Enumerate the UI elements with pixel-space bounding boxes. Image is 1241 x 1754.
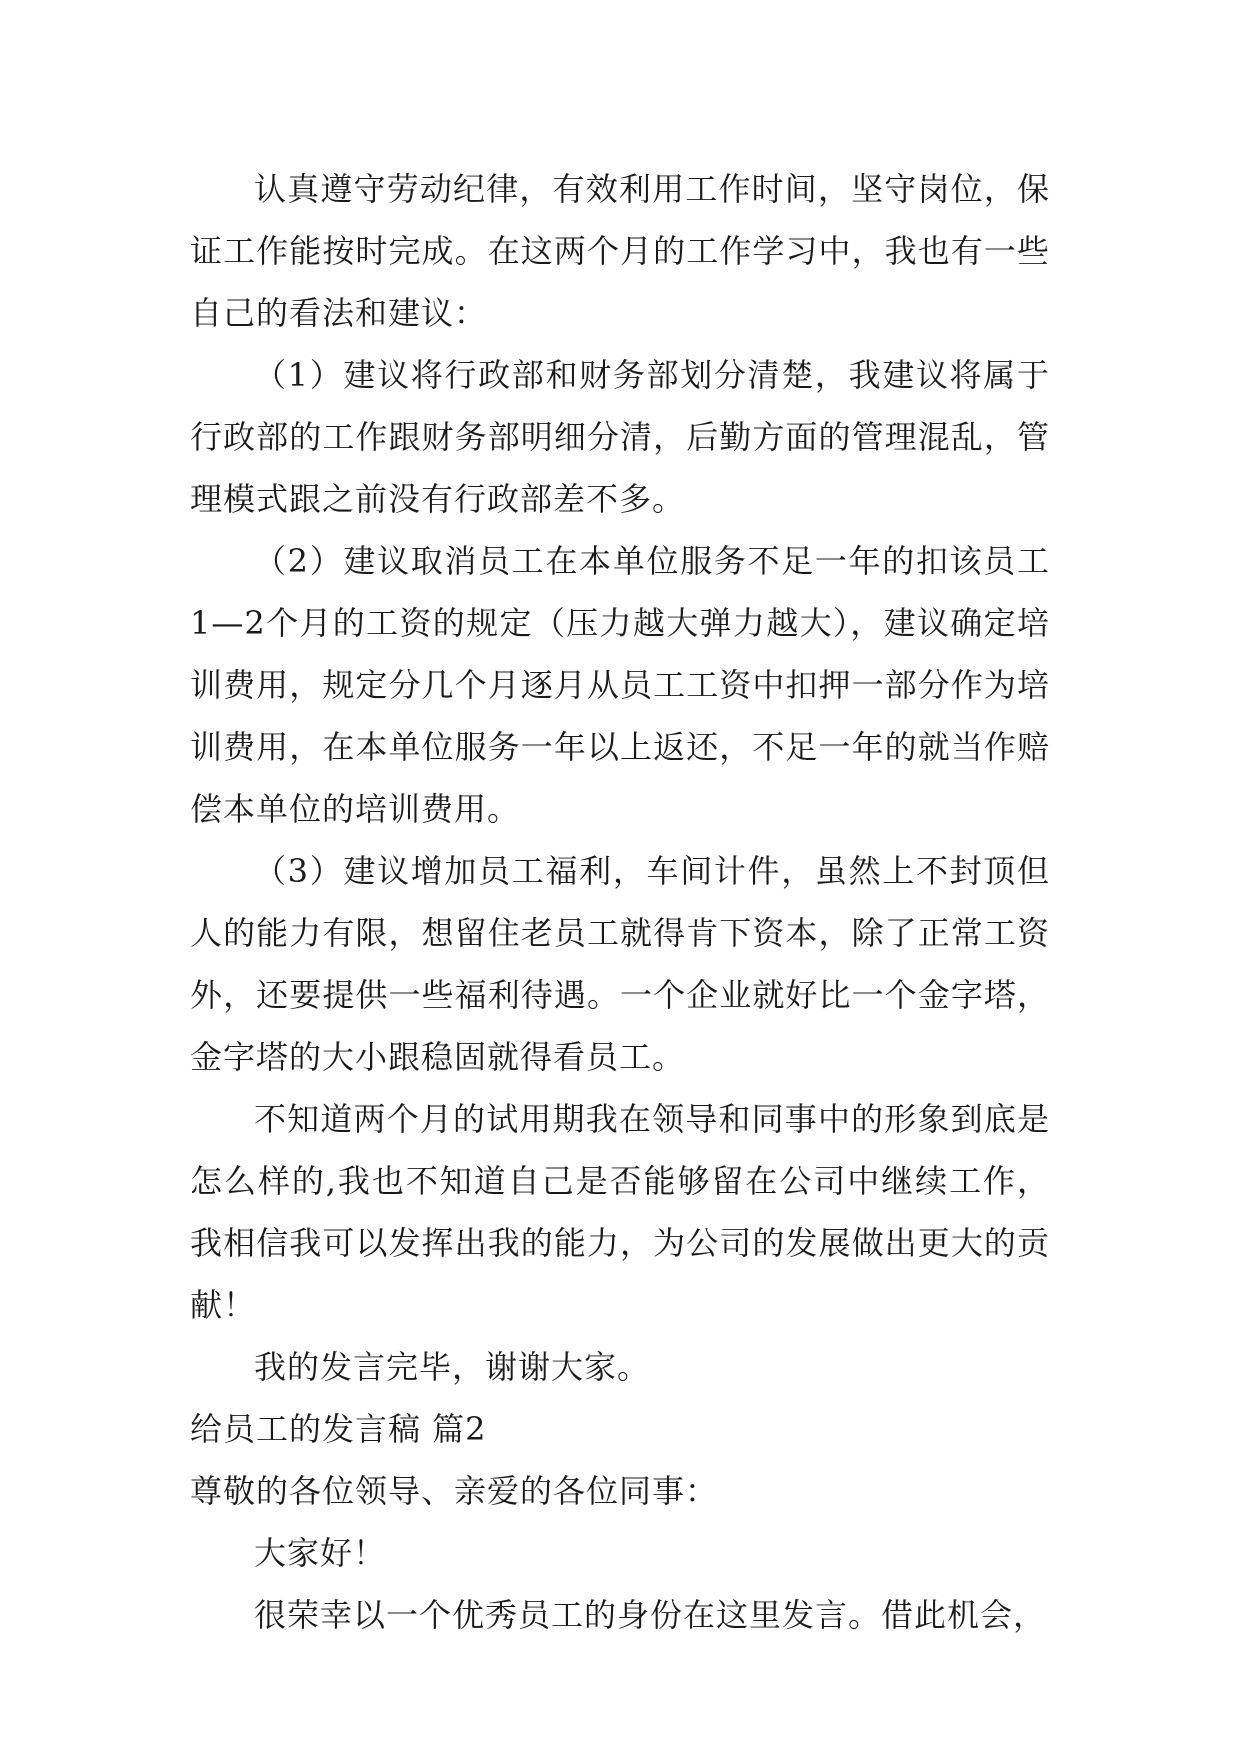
paragraph-suggestion-3: （3）建议增加员工福利，车间计件，虽然上不封顶但人的能力有限，想留住老员工就得肯下资本，除了正常工资外，还要提供一些福利待遇。一个企业就好比一个金字塔，金字塔的大小跟稳固就得看员工。 bbox=[190, 852, 1050, 1076]
paragraph-closing: 我的发言完毕，谢谢大家。 bbox=[254, 1348, 651, 1386]
paragraph-suggestion-2: （2）建议取消员工在本单位服务不足一年的扣该员工1—2个月的工资的规定（压力越大弹力越大），建议确定培训费用，规定分几个月逐月从员工工资中扣押一部分作为培训费用，在本单位服务一年以上返还，不足一年的就当作赔偿本单位的培训费用。 bbox=[190, 542, 1050, 828]
paragraph-suggestion-1: （1）建议将行政部和财务部划分清楚，我建议将属于行政部的工作跟财务部明细分清，后勤方面的管理混乱，管理模式跟之前没有行政部差不多。 bbox=[190, 356, 1050, 518]
document-body bbox=[190, 158, 1050, 1646]
paragraph-probation: 不知道两个月的试用期我在领导和同事中的形象到底是怎么样的,我也不知道自己是否能够留在公司中继续工作，我相信我可以发挥出我的能力，为公司的发展做出更大的贡献！ bbox=[190, 1100, 1050, 1324]
greeting: 大家好！ bbox=[254, 1534, 387, 1572]
paragraph-discipline: 认真遵守劳动纪律，有效利用工作时间，坚守岗位，保证工作能按时完成。在这两个月的工作学习中，我也有一些自己的看法和建议： bbox=[190, 170, 1050, 332]
section-title: 给员工的发言稿 篇2 bbox=[190, 1410, 487, 1448]
salutation: 尊敬的各位领导、亲爱的各位同事： bbox=[190, 1472, 719, 1510]
paragraph-opening: 很荣幸以一个优秀员工的身份在这里发言。借此机会， bbox=[254, 1596, 1047, 1634]
